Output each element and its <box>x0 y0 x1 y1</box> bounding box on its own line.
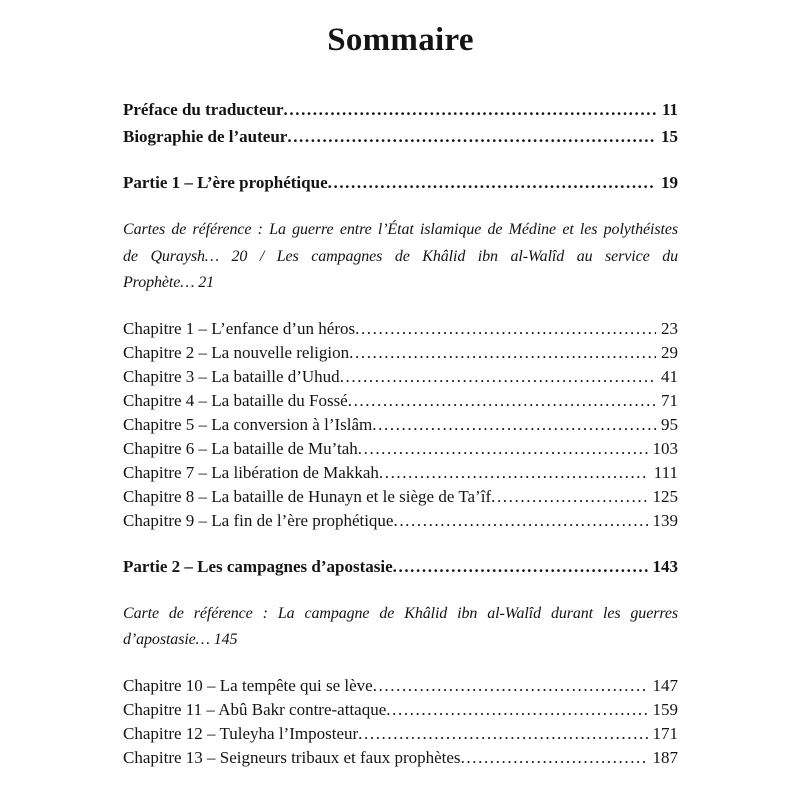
toc-entry <box>123 317 678 341</box>
toc-entry-page: 139 <box>652 510 678 530</box>
page-title: Sommaire <box>327 22 474 58</box>
toc-entry-label: Chapitre 1 – L’enfance d’un héros <box>123 318 356 338</box>
toc-entry <box>123 509 678 533</box>
chapter-list <box>123 317 678 533</box>
chapter-list <box>123 674 678 770</box>
reference-note-line: d’apostasie… 145 <box>123 631 238 648</box>
dot-leader <box>372 413 656 437</box>
reference-note <box>123 217 678 297</box>
toc-entry <box>123 722 678 746</box>
toc-entry <box>123 341 678 365</box>
dot-leader <box>349 341 656 365</box>
reference-note <box>123 601 678 654</box>
toc-entry-label: Chapitre 2 – La nouvelle religion <box>123 342 350 362</box>
dot-leader <box>358 722 647 746</box>
toc-entry-label: Préface du traducteur <box>123 100 284 119</box>
toc-entry-page: 15 <box>661 127 678 146</box>
dot-leader <box>373 674 648 698</box>
toc-entry-label: Chapitre 11 – Abû Bakr contre-attaque <box>123 699 387 719</box>
toc-entry-page: 103 <box>652 438 678 458</box>
dot-leader <box>461 746 648 770</box>
toc-entry-page: 147 <box>652 675 678 695</box>
dot-leader <box>393 509 647 533</box>
reference-note-line: Prophète… 21 <box>123 274 215 291</box>
toc-entry-page: 187 <box>652 747 678 767</box>
toc-entry <box>123 98 678 122</box>
toc-entry <box>123 461 678 485</box>
toc-entry-label: Chapitre 9 – La fin de l’ère prophétique <box>123 510 394 530</box>
toc-entry <box>123 389 678 413</box>
toc-entry-label: Chapitre 12 – Tuleyha l’Imposteur <box>123 723 359 743</box>
reference-note-line: Carte de référence : La campagne de Khâlid ibn al-Walîd durant les guerres <box>123 604 678 622</box>
toc-entry-label: Chapitre 13 – Seigneurs tribaux et faux prophètes <box>123 747 461 767</box>
part-heading-label: Partie 2 – Les campagnes d’apostasie <box>123 556 393 576</box>
toc-entry-label: Biographie de l’auteur <box>123 127 288 146</box>
toc-entry <box>123 125 678 149</box>
toc-entry-page: 159 <box>652 699 678 719</box>
toc-entry-page: 11 <box>661 100 678 119</box>
toc-entry <box>123 365 678 389</box>
dot-leader <box>348 389 656 413</box>
toc-entry <box>123 413 678 437</box>
toc-entry-label: Chapitre 4 – La bataille du Fossé <box>123 390 348 410</box>
toc-entry-label: Chapitre 8 – La bataille de Hunayn et le siège de Ta’îf <box>123 486 492 506</box>
front-matter-list <box>123 98 678 149</box>
reference-note-line: Cartes de référence : La guerre entre l’État islamique de Médine et les polythéistes <box>123 221 678 238</box>
dot-leader <box>355 317 656 341</box>
toc-entry-label: Chapitre 7 – La libération de Makkah <box>123 462 379 482</box>
toc-entry-page: 71 <box>661 390 678 410</box>
part-heading-page: 143 <box>652 556 678 576</box>
dot-leader <box>284 98 657 122</box>
part-heading-label: Partie 1 – L’ère prophétique <box>123 173 328 192</box>
toc-entry <box>123 746 678 770</box>
dot-leader <box>328 171 656 195</box>
reference-note-line: de Quraysh… 20 / Les campagnes de Khâlid ibn al-Walîd au service du <box>123 247 678 265</box>
dot-leader <box>393 555 648 579</box>
toc-entry-label: Chapitre 5 – La conversion à l’Islâm <box>123 414 373 434</box>
dot-leader <box>358 437 648 461</box>
toc-entry-label: Chapitre 3 – La bataille d’Uhud <box>123 366 340 386</box>
toc-entry-page: 125 <box>652 486 678 506</box>
toc-entry-page: 23 <box>661 318 678 338</box>
dot-leader <box>491 485 647 509</box>
part-section-1 <box>123 171 678 533</box>
toc-entry <box>123 437 678 461</box>
dot-leader <box>386 698 647 722</box>
toc-entry-page: 29 <box>661 342 678 362</box>
toc-entry <box>123 698 678 722</box>
toc-entry-label: Chapitre 6 – La bataille de Mu’tah <box>123 438 358 458</box>
toc-entry-page: 171 <box>652 723 678 743</box>
toc-entry <box>123 485 678 509</box>
toc-entry-page: 111 <box>653 462 678 482</box>
toc-entry-page: 41 <box>661 366 678 386</box>
toc-entry-page: 95 <box>661 414 678 434</box>
part-section-2 <box>123 555 678 770</box>
dot-leader <box>379 461 649 485</box>
dot-leader <box>340 365 656 389</box>
part-heading <box>123 555 678 579</box>
toc-entry <box>123 674 678 698</box>
part-heading-page: 19 <box>661 173 678 192</box>
part-heading <box>123 171 678 195</box>
dot-leader <box>287 125 656 149</box>
toc-entry-label: Chapitre 10 – La tempête qui se lève <box>123 675 373 695</box>
